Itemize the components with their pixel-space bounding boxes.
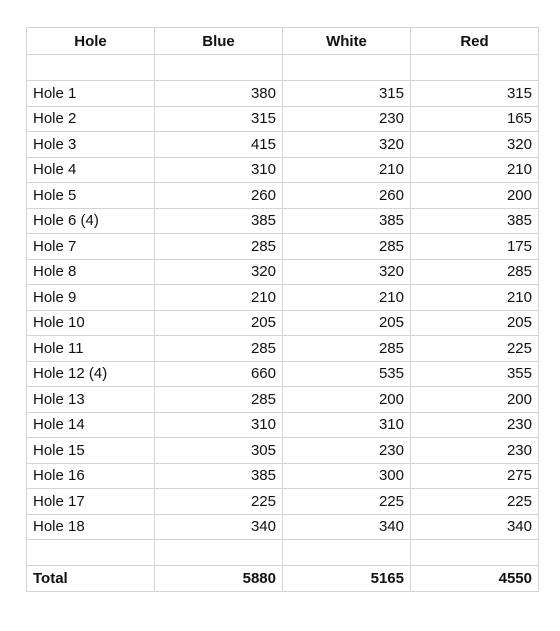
blue-yardage-cell[interactable]: 380 (155, 81, 283, 107)
blue-yardage-cell[interactable]: 310 (155, 157, 283, 183)
blue-yardage-cell[interactable]: 285 (155, 387, 283, 413)
white-yardage-cell[interactable]: 535 (283, 361, 411, 387)
white-yardage-cell[interactable]: 320 (283, 259, 411, 285)
red-yardage-cell[interactable]: 320 (411, 132, 539, 158)
red-yardage-cell[interactable]: 165 (411, 106, 539, 132)
hole-name-cell[interactable]: Hole 10 (27, 310, 155, 336)
white-yardage-cell[interactable]: 320 (283, 132, 411, 158)
table-row (27, 489, 539, 515)
table-row (27, 106, 539, 132)
hole-name-cell[interactable]: Hole 16 (27, 463, 155, 489)
red-yardage-cell[interactable]: 200 (411, 183, 539, 209)
hole-name-cell[interactable]: Hole 11 (27, 336, 155, 362)
hole-name-cell[interactable]: Hole 8 (27, 259, 155, 285)
blue-yardage-cell[interactable]: 310 (155, 412, 283, 438)
blue-yardage-cell[interactable]: 305 (155, 438, 283, 464)
blue-yardage-cell[interactable]: 415 (155, 132, 283, 158)
blue-yardage-cell[interactable]: 285 (155, 336, 283, 362)
table-row (27, 132, 539, 158)
hole-name-cell[interactable]: Hole 15 (27, 438, 155, 464)
table-footer (27, 540, 539, 592)
red-yardage-cell[interactable]: 340 (411, 514, 539, 540)
empty-cell[interactable] (27, 55, 155, 81)
hole-name-cell[interactable]: Hole 2 (27, 106, 155, 132)
header-red[interactable]: Red (411, 28, 539, 55)
white-yardage-cell[interactable]: 230 (283, 438, 411, 464)
red-yardage-cell[interactable]: 285 (411, 259, 539, 285)
hole-name-cell[interactable]: Hole 13 (27, 387, 155, 413)
table-body (27, 55, 539, 540)
total-red[interactable]: 4550 (411, 566, 539, 592)
red-yardage-cell[interactable]: 315 (411, 81, 539, 107)
table-row (27, 514, 539, 540)
red-yardage-cell[interactable]: 275 (411, 463, 539, 489)
white-yardage-cell[interactable]: 385 (283, 208, 411, 234)
table-row (27, 81, 539, 107)
empty-cell[interactable] (411, 540, 539, 566)
header-row (27, 28, 539, 55)
total-label[interactable]: Total (27, 566, 155, 592)
header-hole[interactable]: Hole (27, 28, 155, 55)
white-yardage-cell[interactable]: 205 (283, 310, 411, 336)
hole-name-cell[interactable]: Hole 7 (27, 234, 155, 260)
red-yardage-cell[interactable]: 205 (411, 310, 539, 336)
blue-yardage-cell[interactable]: 340 (155, 514, 283, 540)
red-yardage-cell[interactable]: 210 (411, 157, 539, 183)
empty-cell[interactable] (411, 55, 539, 81)
white-yardage-cell[interactable]: 285 (283, 336, 411, 362)
hole-name-cell[interactable]: Hole 18 (27, 514, 155, 540)
hole-name-cell[interactable]: Hole 5 (27, 183, 155, 209)
hole-name-cell[interactable]: Hole 17 (27, 489, 155, 515)
table-row (27, 157, 539, 183)
empty-cell[interactable] (155, 540, 283, 566)
white-yardage-cell[interactable]: 230 (283, 106, 411, 132)
empty-cell[interactable] (27, 540, 155, 566)
hole-name-cell[interactable]: Hole 6 (4) (27, 208, 155, 234)
blue-yardage-cell[interactable]: 225 (155, 489, 283, 515)
blue-yardage-cell[interactable]: 315 (155, 106, 283, 132)
total-white[interactable]: 5165 (283, 566, 411, 592)
table-row (27, 234, 539, 260)
white-yardage-cell[interactable]: 340 (283, 514, 411, 540)
blue-yardage-cell[interactable]: 385 (155, 463, 283, 489)
blue-yardage-cell[interactable]: 260 (155, 183, 283, 209)
empty-cell[interactable] (283, 55, 411, 81)
white-yardage-cell[interactable]: 285 (283, 234, 411, 260)
table-row (27, 310, 539, 336)
red-yardage-cell[interactable]: 225 (411, 489, 539, 515)
table-row (27, 412, 539, 438)
red-yardage-cell[interactable]: 175 (411, 234, 539, 260)
blue-yardage-cell[interactable]: 320 (155, 259, 283, 285)
header-white[interactable]: White (283, 28, 411, 55)
white-yardage-cell[interactable]: 260 (283, 183, 411, 209)
red-yardage-cell[interactable]: 225 (411, 336, 539, 362)
red-yardage-cell[interactable]: 355 (411, 361, 539, 387)
red-yardage-cell[interactable]: 230 (411, 438, 539, 464)
white-yardage-cell[interactable]: 210 (283, 157, 411, 183)
blue-yardage-cell[interactable]: 285 (155, 234, 283, 260)
red-yardage-cell[interactable]: 210 (411, 285, 539, 311)
table-row (27, 463, 539, 489)
table-row (27, 387, 539, 413)
table-row (27, 208, 539, 234)
white-yardage-cell[interactable]: 300 (283, 463, 411, 489)
blue-yardage-cell[interactable]: 660 (155, 361, 283, 387)
table-row (27, 259, 539, 285)
red-yardage-cell[interactable]: 200 (411, 387, 539, 413)
empty-row (27, 55, 539, 81)
table-row (27, 336, 539, 362)
red-yardage-cell[interactable]: 230 (411, 412, 539, 438)
hole-name-cell[interactable]: Hole 12 (4) (27, 361, 155, 387)
blue-yardage-cell[interactable]: 210 (155, 285, 283, 311)
hole-name-cell[interactable]: Hole 4 (27, 157, 155, 183)
blue-yardage-cell[interactable]: 385 (155, 208, 283, 234)
red-yardage-cell[interactable]: 385 (411, 208, 539, 234)
empty-row (27, 540, 539, 566)
white-yardage-cell[interactable]: 210 (283, 285, 411, 311)
white-yardage-cell[interactable]: 225 (283, 489, 411, 515)
header-blue[interactable]: Blue (155, 28, 283, 55)
table-row (27, 285, 539, 311)
white-yardage-cell[interactable]: 200 (283, 387, 411, 413)
hole-name-cell[interactable]: Hole 9 (27, 285, 155, 311)
hole-name-cell[interactable]: Hole 1 (27, 81, 155, 107)
table-row (27, 361, 539, 387)
empty-cell[interactable] (155, 55, 283, 81)
white-yardage-cell[interactable]: 315 (283, 81, 411, 107)
total-blue[interactable]: 5880 (155, 566, 283, 592)
white-yardage-cell[interactable]: 310 (283, 412, 411, 438)
table-row (27, 438, 539, 464)
total-row (27, 566, 539, 592)
hole-name-cell[interactable]: Hole 14 (27, 412, 155, 438)
empty-cell[interactable] (283, 540, 411, 566)
table-row (27, 183, 539, 209)
hole-name-cell[interactable]: Hole 3 (27, 132, 155, 158)
blue-yardage-cell[interactable]: 205 (155, 310, 283, 336)
yardage-sheet (26, 27, 538, 592)
yardage-table (26, 27, 539, 592)
